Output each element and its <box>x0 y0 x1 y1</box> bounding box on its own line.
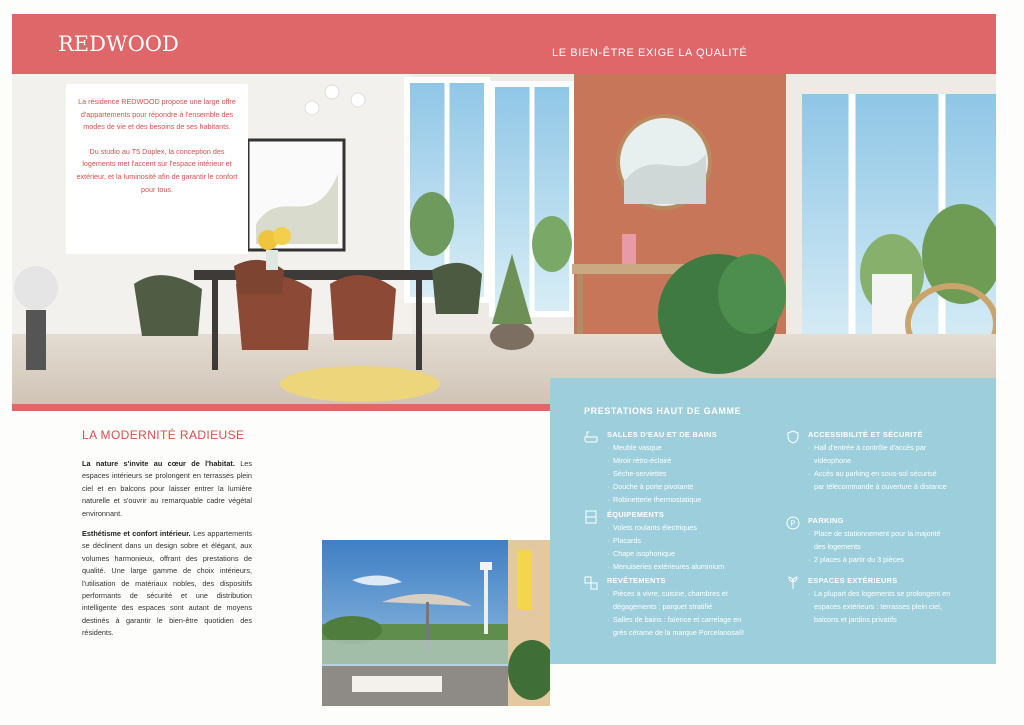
section-paragraph-1 <box>82 458 252 520</box>
brand-tagline: LE BIEN-ÊTRE EXIGE LA QUALITÉ <box>552 47 748 59</box>
amenities-panel <box>550 378 996 664</box>
section-coverings <box>607 576 757 639</box>
intro-paragraph-1: La résidence REDWOOD propose une large offre d'appartements pour répondre à l'ensemble des modes de vie et des besoins de ses habitants. <box>78 97 236 132</box>
list-item: · Menuiseries extérieures aluminium <box>607 560 777 573</box>
section-parking <box>808 516 948 566</box>
list-item: · Miroir rétro-éclairé <box>607 454 777 467</box>
intro-box <box>66 84 248 254</box>
list-item: · Salles de bains : faïence et carrelage en grès cérame de la marque Porcelanosa® <box>607 613 757 639</box>
list-item: · Chape isophonique <box>607 547 777 560</box>
paragraph-2-text: Les appartements se déclinent dans un design sobre et élégant, aux volumes harmonieux, offrant des prestations de qualité. Une large gamme de choix intérieurs, l'utilisation de matériaux nobles, des dispositifs performants de sécurité et une distribution intelligente des espaces sont autant de moyens destinés à garantir le bien-être quotidien des résidents. <box>82 529 252 638</box>
list-item: · Place de stationnement pour la majorité des logements <box>808 527 948 553</box>
section-security-title: ACCESSIBILITÉ ET SÉCURITÉ <box>808 430 923 439</box>
list-item: · Douche à porte pivotante <box>607 480 777 493</box>
shield-icon <box>786 430 800 444</box>
list-item: · La plupart des logements se prolongent en espaces extérieurs : terrasses plein ciel, balcons et jardins privatifs <box>808 587 958 626</box>
paragraph-2-lead: Esthétisme et confort intérieur. <box>82 529 191 539</box>
parking-icon <box>786 516 800 530</box>
bathtub-icon <box>584 430 598 444</box>
section-outdoor-title: ESPACES EXTÉRIEURS <box>808 576 898 585</box>
terrace-illustration <box>322 540 550 706</box>
section-parking-title: PARKING <box>808 516 844 525</box>
section-equipment-title: ÉQUIPEMENTS <box>607 510 665 519</box>
section-outdoor <box>808 576 958 626</box>
list-item: · Accès au parking en sous-sol sécurisé par télécommande à ouverture à distance <box>808 467 948 493</box>
tiles-icon <box>584 576 598 590</box>
list-item: · Robinetterie thermostatique <box>607 493 777 506</box>
list-item: · Volets roulants électriques <box>607 521 777 534</box>
panel-title: PRESTATIONS HAUT DE GAMME <box>584 406 742 416</box>
list-item: · Pièces à vivre, cuisine, chambres et dégagements : parquet stratifié <box>607 587 757 613</box>
svg-text:P: P <box>790 519 796 528</box>
cabinet-icon <box>584 510 598 524</box>
intro-paragraph-2: Du studio au T5 Duplex, la conception des logements met l'accent sur l'espace intérieur et extérieur, et la luminosité afin de garantir le confort pour tous. <box>76 146 238 194</box>
section-coverings-title: REVÊTEMENTS <box>607 576 666 585</box>
paragraph-1-text: Les espaces intérieurs se prolongent en terrasses plein ciel et en balcons pour laisser entrer la lumière naturelle et s'ouvrir au remarquable cadre végétal environnant. <box>82 459 253 518</box>
paragraph-1-lead: La nature s'invite au cœur de l'habitat. <box>82 459 235 468</box>
list-item: · Sèche-serviettes <box>607 467 777 480</box>
plant-icon <box>786 576 800 590</box>
list-item: · Meuble vasque <box>607 441 777 454</box>
terrace-photo <box>322 540 550 706</box>
section-security <box>808 430 948 493</box>
brand-logo: REDWOOD <box>58 32 179 56</box>
section-title: LA MODERNITÉ RADIEUSE <box>82 428 245 442</box>
list-item: · Hall d'entrée à contrôle d'accès par vidéophone <box>808 441 948 467</box>
section-paragraph-2 <box>82 528 252 640</box>
section-equipment <box>607 510 777 573</box>
section-bathrooms <box>607 430 777 506</box>
list-item: · Placards <box>607 534 777 547</box>
photo-underline <box>12 404 552 411</box>
section-bathrooms-title: SALLES D'EAU ET DE BAINS <box>607 430 717 439</box>
section-body <box>82 458 252 648</box>
list-item: · 2 places à partir du 3 pièces <box>808 553 948 566</box>
